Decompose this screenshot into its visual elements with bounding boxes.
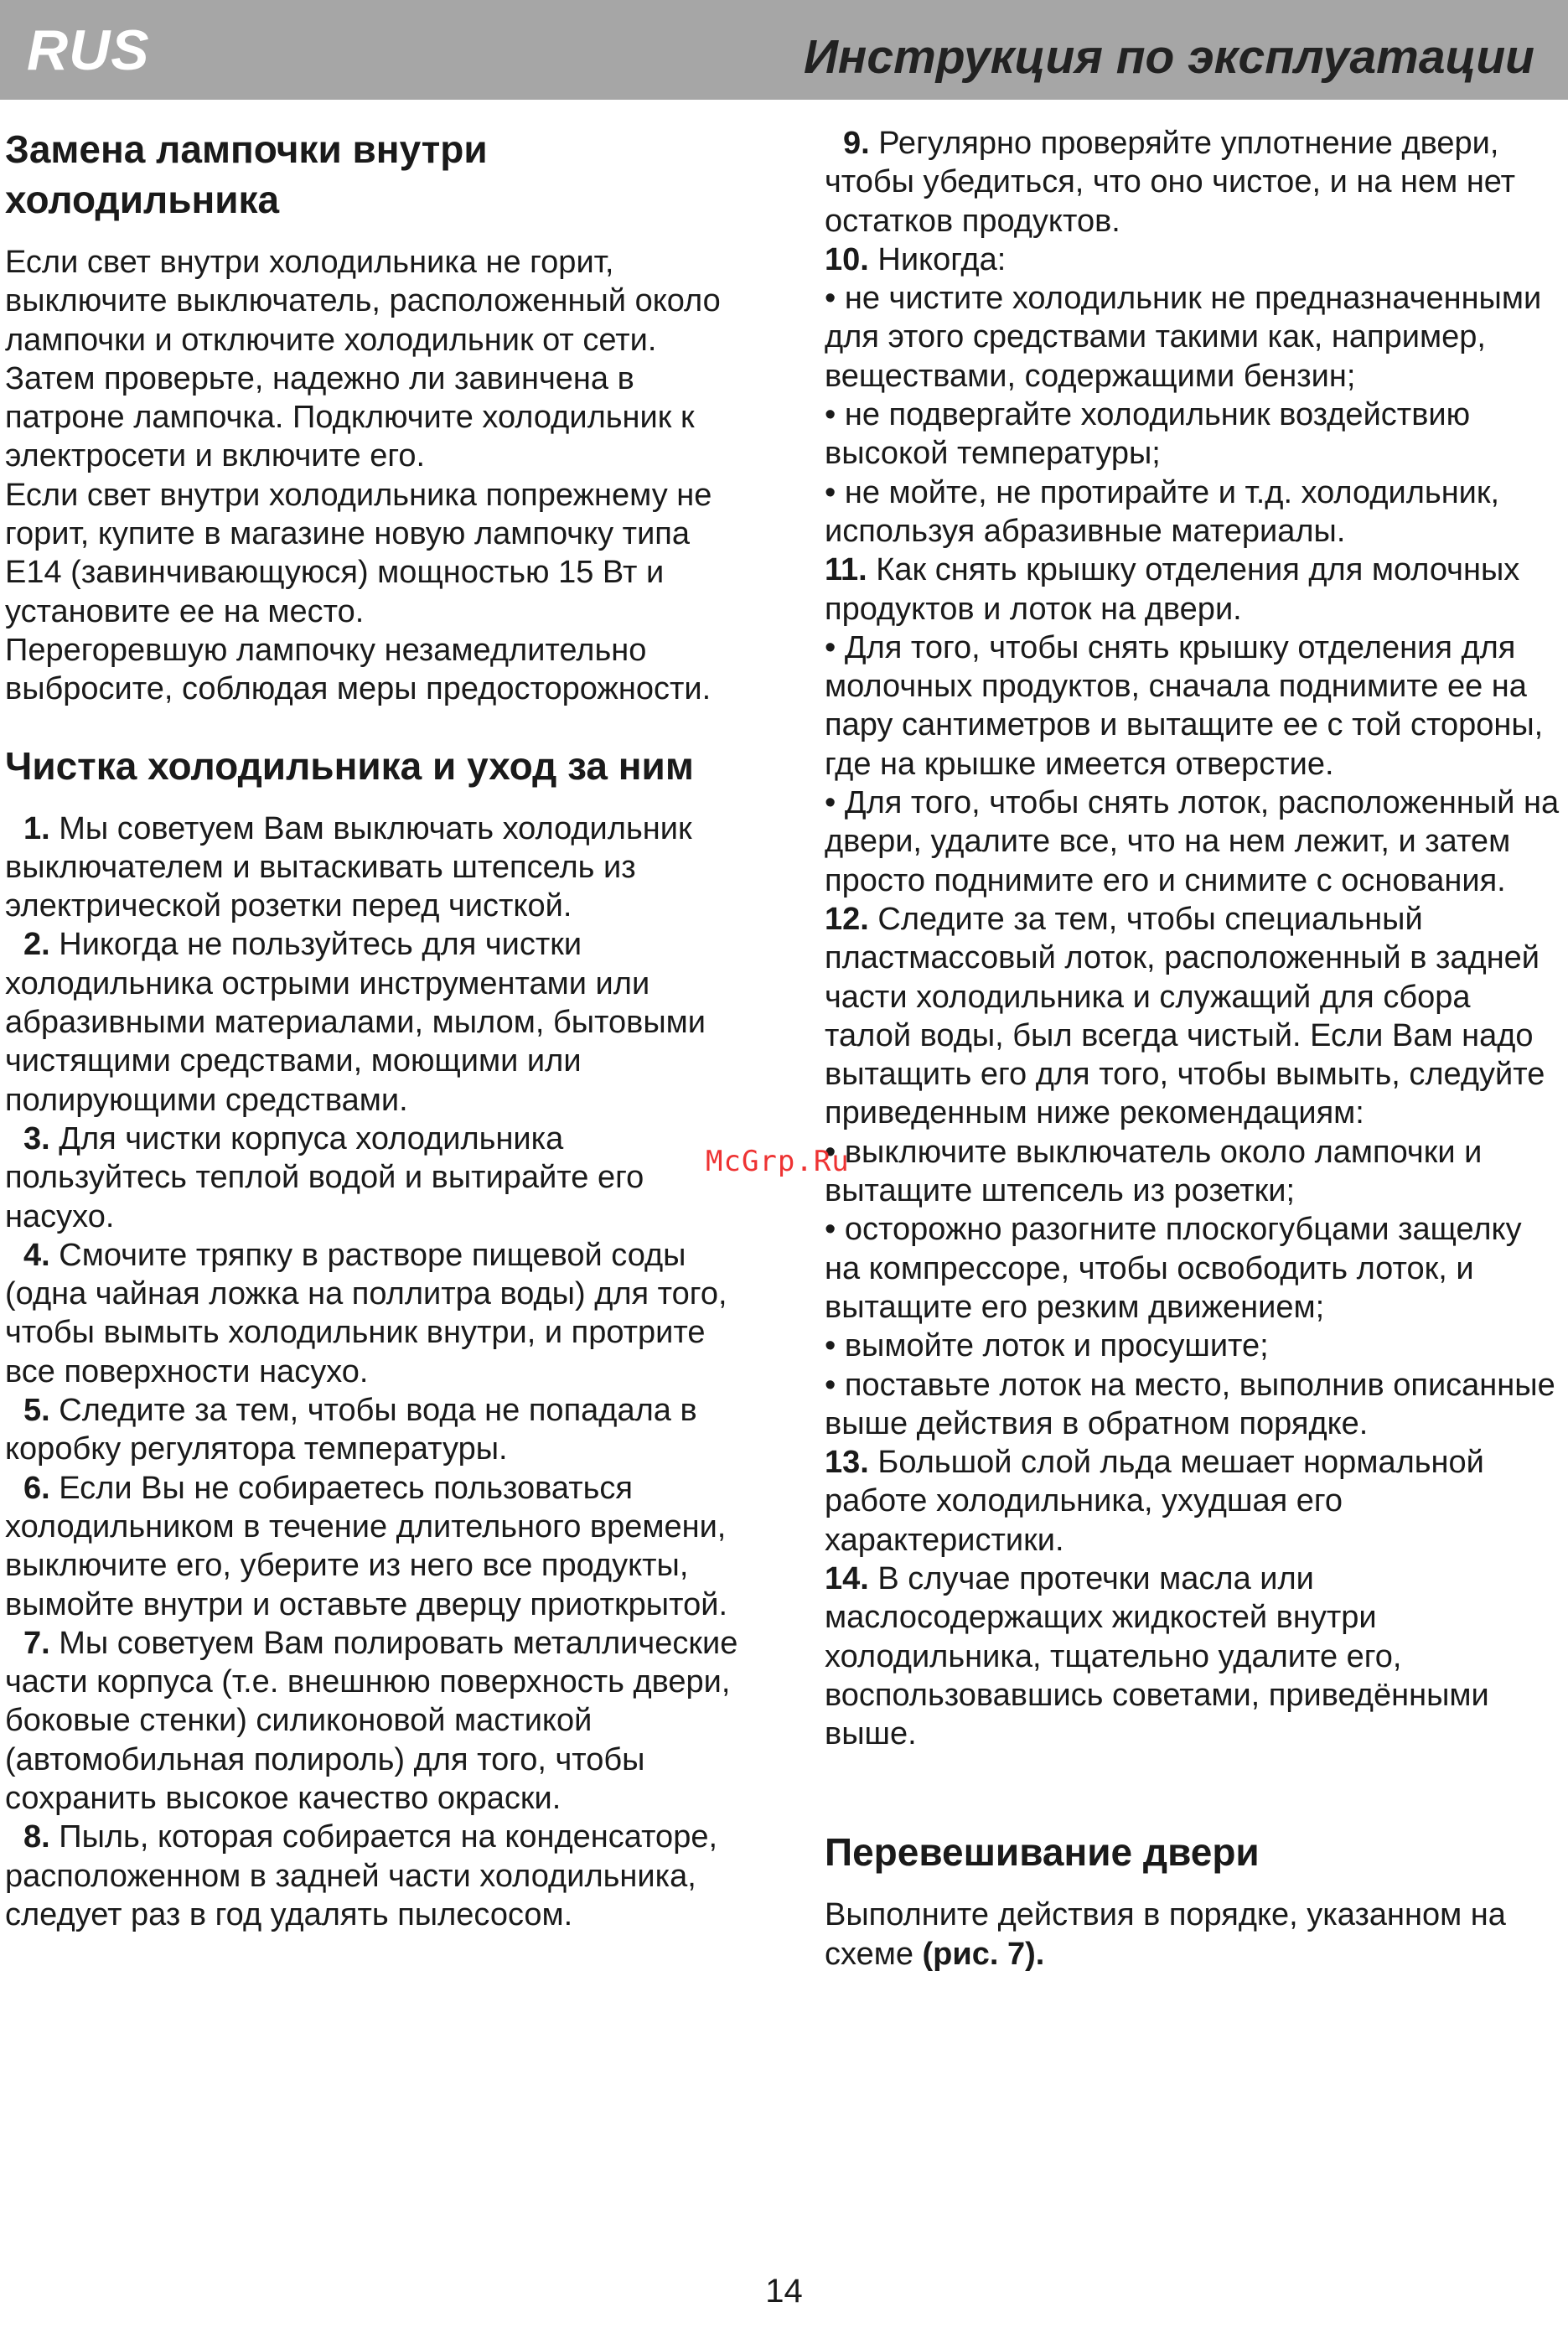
item-number: 14. xyxy=(825,1560,869,1596)
list-item xyxy=(825,551,1562,629)
item-number: 12. xyxy=(825,901,869,937)
list-item xyxy=(5,1469,743,1624)
page-header xyxy=(0,0,1568,100)
bullet-item: • Для того, чтобы снять лоток, расположенный на двери, удалите все, что на нем лежит, и затем просто поднимите его и снимите с основания. xyxy=(825,785,1560,898)
section-heading-cleaning: Чистка холодильника и уход за ним xyxy=(5,743,694,788)
paragraph: Затем проверьте, надежно ли завинчена в патроне лампочка. Подключите холодильник к электросети и включите его. xyxy=(5,360,695,474)
left-column xyxy=(5,124,743,1934)
section-heading-lamp: Замена лампочки внутри холодильника xyxy=(5,127,488,221)
item-text: Никогда не пользуйтесь для чистки холодильника острыми инструментами или абразивными материалами, мылом, бытовыми чистящими средствами, моющими или полирующими средствами. xyxy=(5,927,706,1118)
language-label: RUS xyxy=(27,18,150,82)
bullet-item: • Для того, чтобы снять крышку отделения для молочных продуктов, сначала поднимите ее на пару сантиметров и вытащите ее с той стороны, где на крышке имеется отверстие. xyxy=(825,629,1544,782)
item-text: Для чистки корпуса холодильника пользуйтесь теплой водой и вытирайте его насухо. xyxy=(5,1120,644,1234)
door-text: Выполните действия в порядке, указанном на схеме xyxy=(825,1897,1506,1972)
list-item xyxy=(825,1443,1562,1560)
section-heading-door: Перевешивание двери xyxy=(825,1830,1260,1875)
paragraph xyxy=(825,1896,1562,1974)
bullet-item: • не чистите холодильник не предназначенными для этого средствами такими как, например, веществами, содержащими бензин; xyxy=(825,281,1542,394)
bullet-item: • не мойте, не протирайте и т.д. холодильник, используя абразивные материалы. xyxy=(825,474,1500,549)
item-text: Мы советуем Вам полировать металлические части корпуса (т.е. внешнюю поверхность двери, боковые стенки) силиконовой мастикой (автомобильная полироль) для того, чтобы сохранить высокое качество окраски. xyxy=(5,1625,738,1816)
paragraph: Если свет внутри холодильника попрежнему не горит, купите в магазине новую лампочку типа Е14 (завинчивающуюся) мощностью 15 Вт и установите ее на место. xyxy=(5,477,712,629)
item-number: 13. xyxy=(825,1445,869,1481)
list-item xyxy=(5,1818,743,1934)
item-number: 2. xyxy=(23,927,50,963)
document-title: Инструкция по эксплуатации xyxy=(803,30,1534,84)
item-number: 11. xyxy=(825,552,867,588)
list-item xyxy=(825,124,1562,241)
list-item xyxy=(825,241,1562,279)
item-text: Смочите тряпку в растворе пищевой соды (одна чайная ложка на поллитра воды) для того, чтобы вымыть холодильник внутри, и протрите все поверхности насухо. xyxy=(5,1237,727,1389)
watermark: McGrp.Ru xyxy=(706,1145,850,1178)
right-column xyxy=(825,124,1562,1974)
item-text: Если Вы не собираетесь пользоваться холодильником в течение длительного времени, выключите его, уберите из него все продукты, вымойте внутри и оставьте дверцу приоткрытой. xyxy=(5,1470,727,1622)
list-item xyxy=(825,900,1562,1133)
list-item xyxy=(5,925,743,1119)
page-number: 14 xyxy=(765,2273,803,2310)
bullet-item: • выключите выключатель около лампочки и вытащите штепсель из розетки; xyxy=(825,1134,1483,1209)
bullet-item: • вымойте лоток и просушите; xyxy=(825,1328,1269,1364)
item-number: 5. xyxy=(23,1393,50,1429)
paragraph: Если свет внутри холодильника не горит, выключите выключатель, расположенный около лампочки и отключите холодильник от сети. xyxy=(5,245,721,358)
item-text: Пыль, которая собирается на конденсаторе, расположенном в задней части холодильника, следует раз в год удалять пылесосом. xyxy=(5,1819,718,1932)
item-text: Регулярно проверяйте уплотнение двери, чтобы убедиться, что оно чистое, и на нем нет остатков продуктов. xyxy=(825,126,1516,239)
item-text: Следите за тем, чтобы вода не попадала в коробку регулятора температуры. xyxy=(5,1393,697,1467)
item-text: Мы советуем Вам выключать холодильник выключателем и вытаскивать штепсель из электрической розетки перед чисткой. xyxy=(5,810,692,924)
bullet-item: • не подвергайте холодильник воздействию высокой температуры; xyxy=(825,397,1471,472)
paragraph: Перегоревшую лампочку незамедлительно выбросите, соблюдая меры предосторожности. xyxy=(5,632,712,707)
item-number: 3. xyxy=(23,1120,50,1156)
item-number: 7. xyxy=(23,1625,50,1661)
item-text: Как снять крышку отделения для молочных продуктов и лоток на двери. xyxy=(825,552,1520,627)
item-number: 4. xyxy=(23,1237,50,1273)
list-item xyxy=(5,810,743,926)
item-number: 10. xyxy=(825,241,869,277)
item-text: Никогда: xyxy=(868,241,1007,277)
item-number: 1. xyxy=(23,810,50,846)
list-item xyxy=(5,1624,743,1818)
list-item xyxy=(5,1236,743,1391)
bullet-item: • поставьте лоток на место, выполнив описанные выше действия в обратном порядке. xyxy=(825,1367,1555,1441)
figure-reference: (рис. 7). xyxy=(922,1936,1045,1972)
item-text: Большой слой льда мешает нормальной работе холодильника, ухудшая его характеристики. xyxy=(825,1445,1484,1558)
list-item xyxy=(5,1120,743,1236)
list-item xyxy=(825,1560,1562,1753)
list-item xyxy=(5,1391,743,1469)
item-text: Следите за тем, чтобы специальный пластмассовый лоток, расположенный в задней части холодильника и служащий для сбора талой воды, был всегда чистый. Если Вам надо вытащить его для того, чтобы вымыть, следуйте приведенным ниже рекомендациям: xyxy=(825,901,1545,1131)
item-number: 9. xyxy=(843,126,870,161)
bullet-item: • осторожно разогните плоскогубцами защелку на компрессоре, чтобы освободить лоток, и вытащите его резким движением; xyxy=(825,1212,1522,1325)
item-text: В случае протечки масла или маслосодержащих жидкостей внутри холодильника, тщательно удалите его, воспользовавшись советами, приведёнными выше. xyxy=(825,1560,1489,1752)
item-number: 6. xyxy=(23,1470,50,1506)
item-number: 8. xyxy=(23,1819,50,1855)
